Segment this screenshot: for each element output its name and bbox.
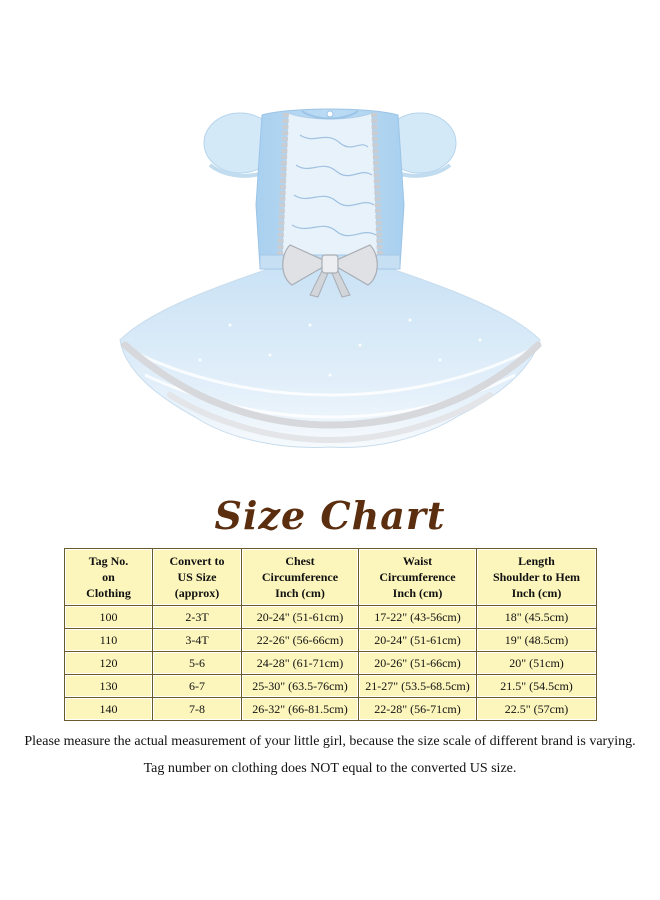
table-row [65,606,597,629]
cell-tag: 120 [65,652,153,675]
measurement-note: Please measure the actual measurement of your little girl, because the size scale of different brand is varying. [24,734,636,749]
cell-tag: 100 [65,606,153,629]
table-header-row [65,549,597,606]
cell-tag: 140 [65,698,153,721]
size-chart-title: Size Chart [214,493,446,538]
cell-waist: 21-27" (53.5-68.5cm) [359,675,477,698]
cell-waist: 22-28" (56-71cm) [359,698,477,721]
cell-length: 18" (45.5cm) [477,606,597,629]
column-header-us-size: Convert to US Size (approx) [153,549,242,606]
table-row [65,629,597,652]
tag-number-note: Tag number on clothing does NOT equal to the converted US size. [143,761,517,776]
cell-length: 21.5" (54.5cm) [477,675,597,698]
cell-chest: 20-24" (51-61cm) [242,606,359,629]
column-header-tag-no: Tag No. on Clothing [65,549,153,606]
cell-waist: 20-24" (51-61cm) [359,629,477,652]
cell-us-size: 2-3T [153,606,242,629]
column-header-chest: Chest Circumference Inch (cm) [242,549,359,606]
cell-tag: 130 [65,675,153,698]
table-row [65,675,597,698]
cell-length: 20" (51cm) [477,652,597,675]
cell-length: 19" (48.5cm) [477,629,597,652]
size-table [64,548,597,721]
column-header-length: Length Shoulder to Hem Inch (cm) [477,549,597,606]
cell-tag: 110 [65,629,153,652]
column-header-waist: Waist Circumference Inch (cm) [359,549,477,606]
cell-length: 22.5" (57cm) [477,698,597,721]
cell-chest: 26-32" (66-81.5cm) [242,698,359,721]
cell-waist: 17-22" (43-56cm) [359,606,477,629]
table-row [65,652,597,675]
cell-us-size: 3-4T [153,629,242,652]
cell-chest: 22-26" (56-66cm) [242,629,359,652]
tutu-dress-image [110,95,550,465]
cell-us-size: 5-6 [153,652,242,675]
cell-us-size: 7-8 [153,698,242,721]
cell-chest: 24-28" (61-71cm) [242,652,359,675]
table-row [65,698,597,721]
cell-us-size: 6-7 [153,675,242,698]
cell-chest: 25-30" (63.5-76cm) [242,675,359,698]
cell-waist: 20-26" (51-66cm) [359,652,477,675]
